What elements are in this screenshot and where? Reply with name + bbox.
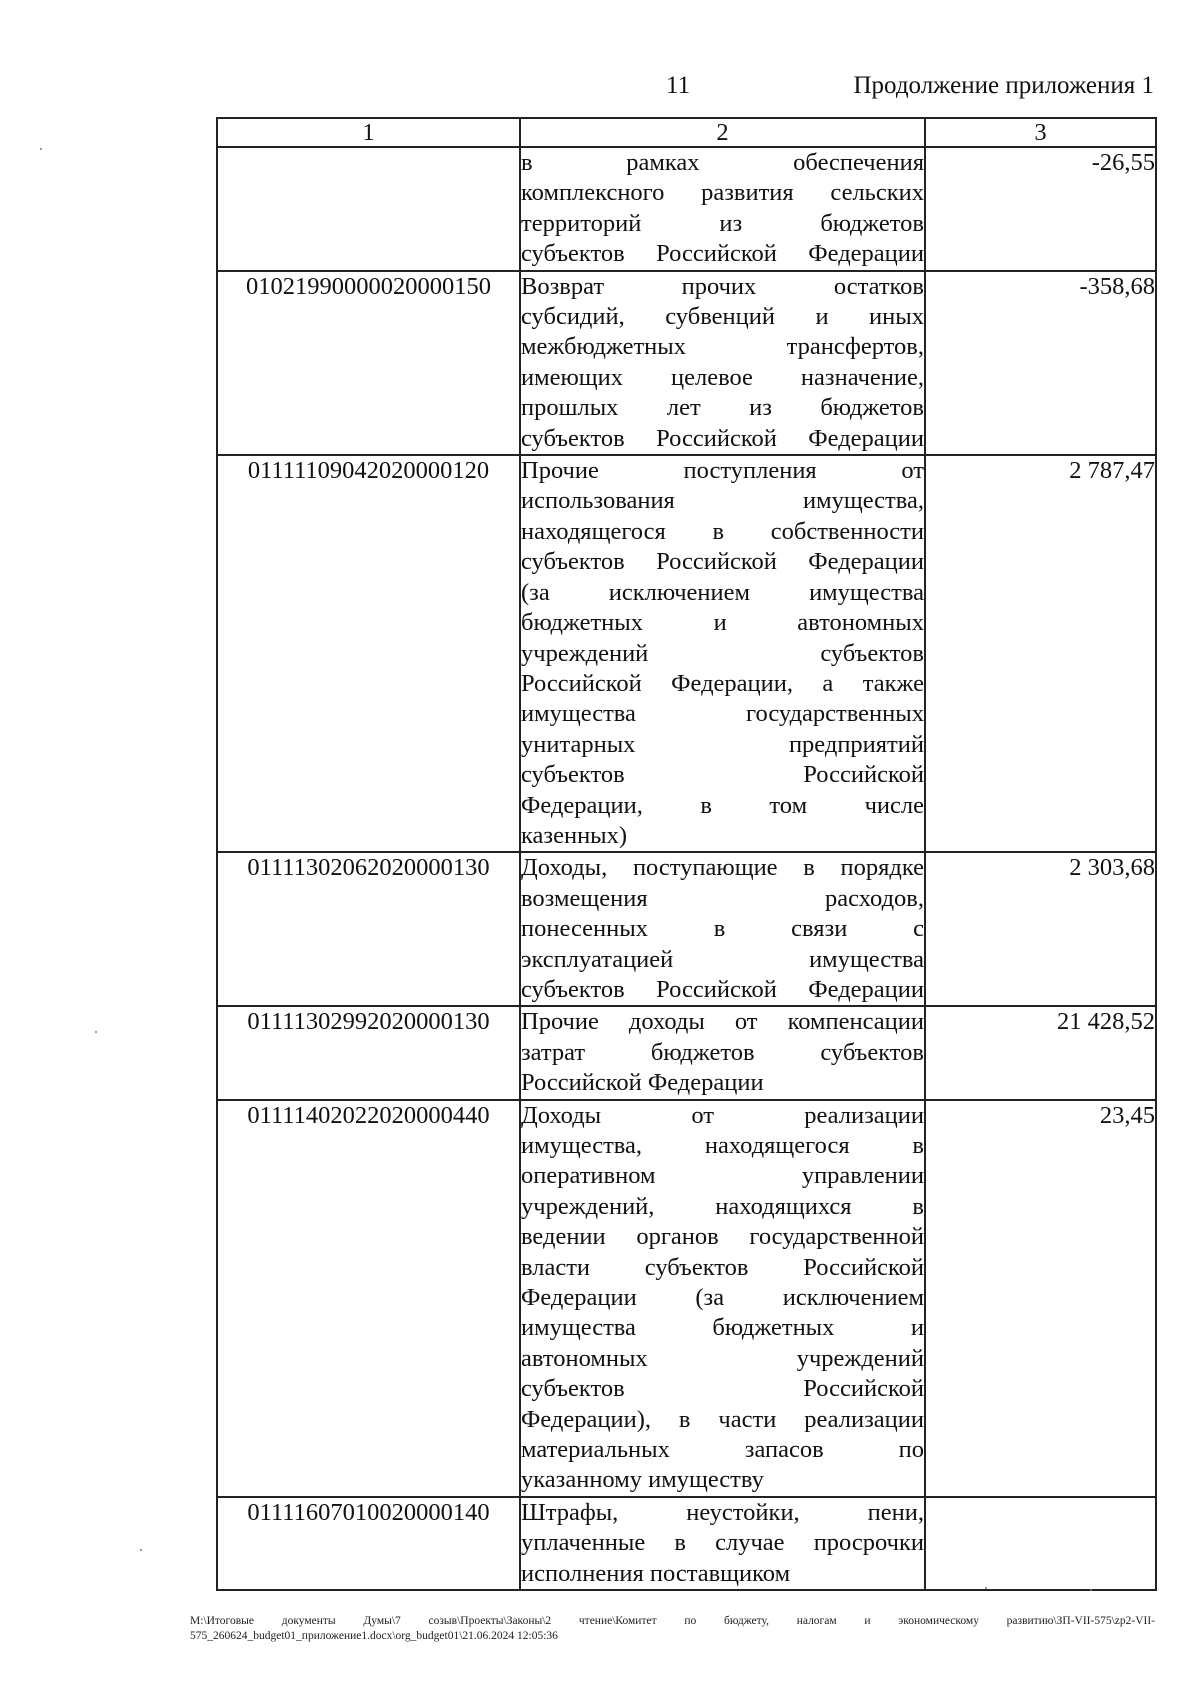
revenue-name-line: учреждений субъектов [521, 639, 924, 667]
revenue-name-line: Возврат прочих остатков [521, 272, 924, 300]
scan-speck [1090, 1589, 1092, 1591]
revenue-name-line: имущества бюджетных и [521, 1314, 924, 1342]
amount-cell: 2 787,47 [925, 455, 1156, 852]
revenue-name-line: субъектов Российской Федерации [521, 240, 924, 268]
revenue-name-line: Доходы, поступающие в порядке [521, 854, 924, 882]
revenue-name-line: Федерации (за исключением [521, 1284, 924, 1312]
revenue-name-line: эксплуатацией имущества [521, 945, 924, 973]
table-row [217, 1006, 1156, 1099]
scan-speck [95, 1031, 97, 1033]
revenue-name-line: имущества, находящегося в [521, 1132, 924, 1159]
amount-cell [925, 1497, 1156, 1590]
table-row [217, 147, 1156, 271]
amount-cell: 21 428,52 [925, 1006, 1156, 1099]
budget-code-cell: 01111402022020000440 [217, 1100, 520, 1497]
revenue-name-line: Федерации, в том числе [521, 791, 924, 819]
revenue-name-line: затрат бюджетов субъектов [521, 1038, 924, 1066]
revenue-name-line: указанному имуществу [521, 1466, 764, 1494]
revenue-name-line: ведении органов государственной [521, 1223, 924, 1251]
revenue-name-line: межбюджетных трансфертов, [521, 333, 924, 361]
scan-speck [140, 1549, 142, 1551]
revenue-name-line: унитарных предприятий [521, 730, 924, 758]
page-number: 11 [666, 72, 691, 99]
revenue-name-line: Доходы от реализации [521, 1101, 924, 1129]
revenue-name-line: в рамках обеспечения [521, 149, 924, 176]
revenue-name-cell [520, 852, 925, 1006]
revenue-name-line: субъектов Российской [521, 1375, 924, 1403]
scan-speck [985, 1587, 987, 1589]
budget-code-cell [217, 147, 520, 271]
column-header: 1 [217, 118, 520, 147]
revenue-name-line: имущества государственных [521, 700, 924, 728]
revenue-name-line: субъектов Российской Федерации [521, 424, 924, 452]
revenue-name-line: бюджетных и автономных [521, 609, 924, 637]
revenue-name-line: Российской Федерации [521, 1069, 764, 1097]
table-row [217, 1497, 1156, 1590]
revenue-name-cell [520, 1006, 925, 1099]
budget-code-cell: 01111302062020000130 [217, 852, 520, 1006]
budget-code-cell: 01021990000020000150 [217, 271, 520, 455]
document-path-footer: M:\Итоговые документы Думы\7 созыв\Проекты\Законы\2 чтение\Комитет по бюджету, налогам и экономическому развитию\ЗП-VII-575\zp2-VII-575_260624_budget01_приложение1.docx\org_budget01\21.06.2024 12:05:36 [190, 1615, 1155, 1642]
revenue-name-cell [520, 1100, 925, 1497]
table-row [217, 455, 1156, 852]
table-row [217, 271, 1156, 455]
revenue-name-line: прошлых лет из бюджетов [521, 394, 924, 422]
revenue-name-line: Штрафы, неустойки, пени, [521, 1498, 924, 1526]
revenue-name-cell [520, 147, 925, 271]
revenue-name-line: возмещения расходов, [521, 884, 924, 912]
amount-cell: 2 303,68 [925, 852, 1156, 1006]
revenue-name-line: исполнения поставщиком [521, 1559, 791, 1587]
revenue-name-line: Федерации), в части реализации [521, 1405, 924, 1433]
table-row [217, 1100, 1156, 1497]
revenue-name-cell [520, 1497, 925, 1590]
revenue-name-line: уплаченные в случае просрочки [521, 1529, 924, 1557]
revenue-name-line: находящегося в собственности [521, 517, 924, 545]
revenue-name-line: казенных) [521, 821, 628, 849]
revenue-name-line: оперативном управлении [521, 1162, 924, 1190]
revenue-name-line: субъектов Российской Федерации [521, 975, 924, 1003]
revenue-name-line: учреждений, находящихся в [521, 1192, 924, 1220]
revenue-name-line: автономных учреждений [521, 1344, 924, 1372]
revenue-name-line: Прочие доходы от компенсации [521, 1008, 924, 1036]
revenue-name-line: комплексного развития сельских [521, 179, 924, 207]
appendix-table [216, 117, 1157, 1591]
budget-code-cell: 01111302992020000130 [217, 1006, 520, 1099]
revenue-name-line: (за исключением имущества [521, 578, 924, 606]
revenue-name-line: власти субъектов Российской [521, 1253, 924, 1281]
scan-speck [40, 148, 42, 150]
column-header: 2 [520, 118, 925, 147]
amount-cell: 23,45 [925, 1100, 1156, 1497]
revenue-name-line: территорий из бюджетов [521, 209, 924, 237]
revenue-name-line: материальных запасов по [521, 1436, 924, 1464]
revenue-name-line: использования имущества, [521, 487, 924, 515]
revenue-name-line: субъектов Российской Федерации [521, 548, 924, 576]
revenue-name-line: понесенных в связи с [521, 915, 924, 943]
revenue-name-cell [520, 271, 925, 455]
amount-cell: -358,68 [925, 271, 1156, 455]
continuation-label: Продолжение приложения 1 [853, 72, 1154, 99]
budget-code-cell: 01111109042020000120 [217, 455, 520, 852]
revenue-name-cell [520, 455, 925, 852]
amount-cell: -26,55 [925, 147, 1156, 271]
revenue-name-line: субсидий, субвенций и иных [521, 303, 924, 331]
budget-code-cell: 01111607010020000140 [217, 1497, 520, 1590]
revenue-name-line: Российской Федерации, а также [521, 669, 924, 697]
column-header: 3 [925, 118, 1156, 147]
revenue-name-line: субъектов Российской [521, 761, 924, 789]
table-header-row [217, 118, 1156, 147]
revenue-name-line: Прочие поступления от [521, 457, 924, 485]
table-row [217, 852, 1156, 1006]
revenue-name-line: имеющих целевое назначение, [521, 363, 924, 391]
